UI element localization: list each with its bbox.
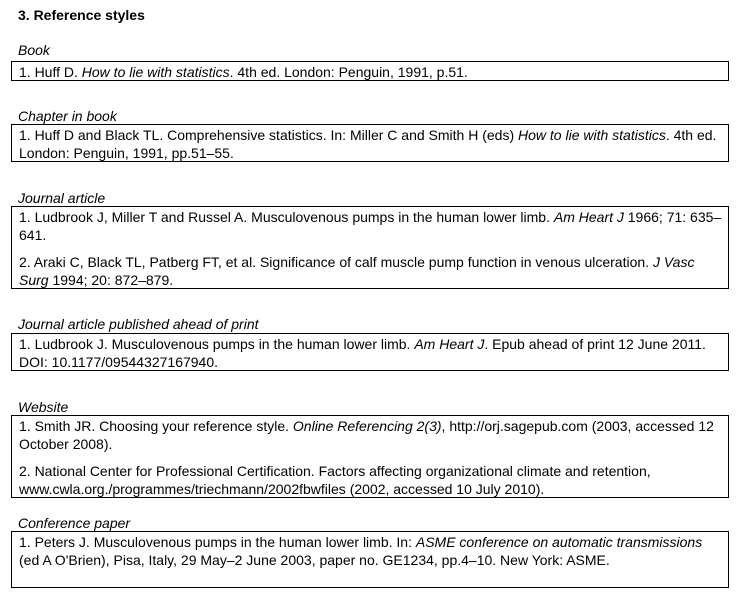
reference-box-journal-article <box>11 206 729 289</box>
reference-entry: 1. Ludbrook J. Musculovenous pumps in the human lower limb. Am Heart J. Epub ahead of print 12 June 2011. DOI: 10.1177/09544327167940. <box>19 336 706 370</box>
reference-entry: 1. Peters J. Musculovenous pumps in the human lower limb. In: ASME conference on automatic transmissions (ed A O'Brien), Pisa, Italy, 29 May–2 June 2003, paper no. GE1234, pp.4–10. New York: ASME. <box>19 534 703 568</box>
section-label-journal-ahead-of-print: Journal article published ahead of print <box>18 316 259 332</box>
section-label-book: Book <box>18 42 50 58</box>
reference-box-website <box>11 415 729 498</box>
section-label-website: Website <box>18 399 69 415</box>
reference-entry: 1. Huff D. How to lie with statistics. 4th ed. London: Penguin, 1991, p.51. <box>19 64 468 80</box>
section-label-journal-article: Journal article <box>18 190 106 206</box>
reference-entry: 2. National Center for Professional Certification. Factors affecting organizational climate and retention, www.cwla.org./programmes/triechmann/2002fbwfiles (2002, accessed 10 July 2010). <box>19 463 651 497</box>
reference-entry: 2. Araki C, Black TL, Patberg FT, et al. Significance of calf muscle pump function in venous ulceration. J Vasc Surg 1994; 20: 872–879. <box>19 254 695 288</box>
reference-box-book <box>11 61 729 81</box>
reference-box-conference-paper <box>11 531 729 588</box>
reference-entry: 1. Ludbrook J, Miller T and Russel A. Musculovenous pumps in the human lower limb. Am Heart J 1966; 71: 635–641. <box>19 209 722 243</box>
reference-entry: 1. Smith JR. Choosing your reference style. Online Referencing 2(3), http://orj.sagepub.com (2003, accessed 12 October 2008). <box>19 418 714 452</box>
reference-entry: 1. Huff D and Black TL. Comprehensive statistics. In: Miller C and Smith H (eds) How to lie with statistics. 4th ed. London: Penguin, 1991, pp.51–55. <box>19 127 717 161</box>
section-label-conference-paper: Conference paper <box>18 515 131 531</box>
section-label-chapter-in-book: Chapter in book <box>18 108 117 124</box>
page-heading: 3. Reference styles <box>18 7 145 23</box>
reference-box-chapter-in-book <box>11 124 729 162</box>
reference-box-journal-ahead-of-print <box>11 333 729 371</box>
